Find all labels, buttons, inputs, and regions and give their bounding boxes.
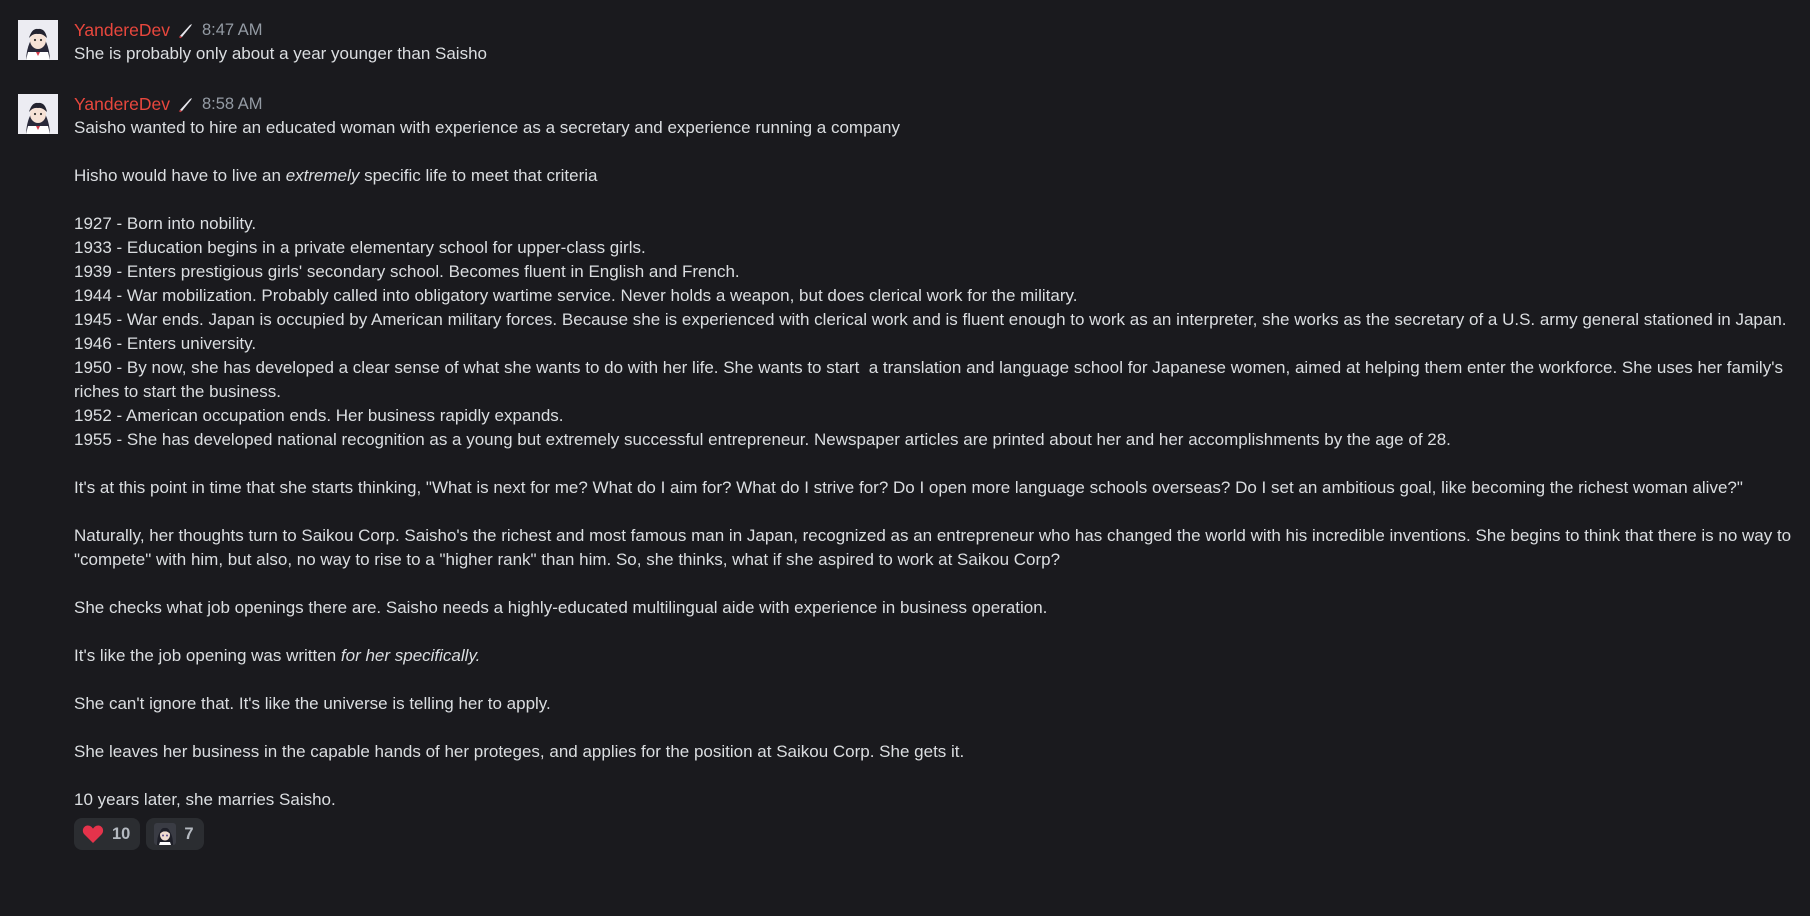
message-header [74,92,1800,116]
blank-line [74,764,1800,788]
message-header [74,18,1800,42]
timestamp: 8:58 AM [202,95,263,113]
blank-line [74,572,1800,596]
reaction-count: 7 [184,824,194,843]
message-line: It's at this point in time that she starts thinking, "What is next for me? What do I aim for? What do I strive for? Do I open more language schools overseas? Do I set an ambitious goal, like becoming the richest woman alive?" [74,478,1743,497]
message-line: Naturally, her thoughts turn to Saikou Corp. Saisho's the richest and most famous man in Japan, recognized as an entrepreneur who has changed the world with his incredible inventions. She begins to think that there is no way to "compete" with him, but also, no way to rise to a "higher rank" than him. So, she thinks, what if she aspired to work at Saikou Corp? [74,526,1796,569]
reaction-count: 10 [112,824,131,843]
avatar[interactable] [18,20,58,60]
message-2 [0,92,1810,850]
message-line: 10 years later, she marries Saisho. [74,790,336,809]
message-line [74,164,1800,188]
message-line: She leaves her business in the capable hands of her proteges, and applies for the position at Saikou Corp. She gets it. [74,742,965,761]
timeline-entry: 1950 - By now, she has developed a clear sense of what she wants to do with her life. She wants to start a translation and language school for Japanese women, aimed at helping them enter the workforce. She uses her family's riches to start the business. [74,358,1788,401]
anime-character-emoji-icon [154,823,176,845]
blank-line [74,620,1800,644]
message-body [74,116,1800,812]
message-line: She checks what job openings there are. Saisho needs a highly-educated multilingual aide with experience in business operation. [74,598,1048,617]
message-line: She can't ignore that. It's like the universe is telling her to apply. [74,694,551,713]
reaction-heart[interactable] [74,818,140,850]
text-segment: It's like the job opening was written [74,646,341,665]
knife-icon[interactable] [176,20,196,40]
blank-line [74,500,1800,524]
message-line: Saisho wanted to hire an educated woman with experience as a secretary and experience running a company [74,118,900,137]
blank-line [74,188,1800,212]
knife-icon[interactable] [176,94,196,114]
italic-text: extremely [285,166,360,185]
timeline-entry: 1933 - Education begins in a private elementary school for upper-class girls. [74,238,646,257]
timeline-entry: 1939 - Enters prestigious girls' secondary school. Becomes fluent in English and French. [74,262,740,281]
timeline-entry: 1945 - War ends. Japan is occupied by American military forces. Because she is experienced with clerical work and is fluent enough to work as an interpreter, she works as the secretary of a U.S. army general stationed in Japan. [74,310,1787,329]
avatar-image [18,20,58,60]
message-1 [0,18,1810,66]
avatar-image [18,94,58,134]
message-text: She is probably only about a year younger than Saisho [74,44,487,63]
text-segment: specific life to meet that criteria [359,166,598,185]
blank-line [74,716,1800,740]
timestamp: 8:47 AM [202,21,263,39]
text-segment: Hisho would have to live an [74,166,286,185]
italic-text: for her specifically. [340,646,481,665]
timeline-entry: 1944 - War mobilization. Probably called into obligatory wartime service. Never holds a weapon, but does clerical work for the military. [74,286,1078,305]
avatar[interactable] [18,94,58,134]
username[interactable]: YandereDev [74,20,170,40]
blank-line [74,140,1800,164]
red-heart-icon [82,823,104,845]
blank-line [74,668,1800,692]
timeline-entry: 1955 - She has developed national recognition as a young but extremely successful entrepreneur. Newspaper articles are printed about her and her accomplishments by the age of 28. [74,430,1451,449]
blank-line [74,452,1800,476]
timeline-entry: 1946 - Enters university. [74,334,257,353]
username[interactable]: YandereDev [74,94,170,114]
timeline-entry: 1927 - Born into nobility. [74,214,257,233]
message-line [74,644,1800,668]
reactions-bar [74,818,1800,850]
timeline-entry: 1952 - American occupation ends. Her business rapidly expands. [74,406,564,425]
reaction-custom-emoji[interactable] [146,818,203,850]
